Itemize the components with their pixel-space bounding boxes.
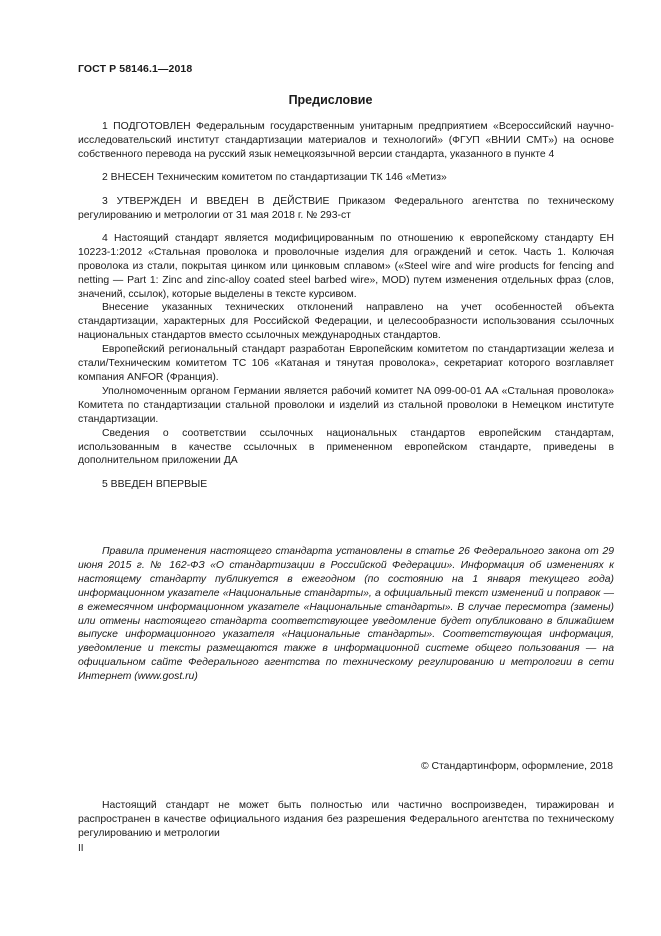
- document-code: ГОСТ Р 58146.1—2018: [78, 63, 193, 75]
- section-1-paragraph: 1 ПОДГОТОВЛЕН Федеральным государственным унитарным предприятием «Всероссийский научно-исследовательский институт стандартизации материалов и технологий» (ФГУП «ВНИИ СМТ») на основе собственного перевода на русский язык немецкоязычной версии стандарта, указанного в пункте 4: [78, 121, 614, 160]
- page-number: II: [78, 843, 84, 854]
- section-4-authority-paragraph: Уполномоченным органом Германии является рабочий комитет NA 099-00-01 AA «Стальная проволока» Комитета по стандартизации стальной проволоки и изделий из стальной проволоки в Немецком институте стандартизации.: [78, 385, 614, 425]
- section-3-paragraph: 3 УТВЕРЖДЕН И ВВЕДЕН В ДЕЙСТВИЕ Приказом Федерального агентства по техническому регулированию и метрологии от 31 мая 2018 г. № 293-ст: [78, 195, 614, 221]
- reproduction-notice: Настоящий стандарт не может быть полностью или частично воспроизведен, тиражирован и распространен в качестве официального издания без разрешения Федерального агентства по техническому регулированию и метрологии: [78, 800, 614, 839]
- foreword-body: [78, 120, 614, 492]
- copyright-line: © Стандартинформ, оформление, 2018: [420, 761, 613, 772]
- section-2-paragraph: 2 ВНЕСЕН Техническим комитетом по стандартизации ТК 146 «Метиз»: [102, 172, 447, 184]
- section-5-paragraph: 5 ВВЕДЕН ВПЕРВЫЕ: [102, 478, 208, 490]
- section-4-deviations-paragraph: Внесение указанных технических отклонений направлено на учет особенностей объекта стандартизации, характерных для Российской Федерации, и целесообразности использования ссылочных национальных стандартов вместо ссылочных международных стандартов.: [78, 302, 614, 342]
- page-title: Предисловие: [288, 93, 373, 107]
- section-4-developer-paragraph: Европейский региональный стандарт разработан Европейским комитетом по стандартизации железа и стали/Техническим комитетом ТС 106 «Катаная и тянутая проволока», секретариат которого возглавляет компания ANFOR (Франция).: [78, 344, 614, 383]
- section-4-references-paragraph: Сведения о соответствии ссылочных национальных стандартов европейским стандартам, использованным в качестве ссылочных в примененном европейском стандарте, приведены в дополнительном приложении ДА: [78, 427, 614, 467]
- section-4-paragraph: 4 Настоящий стандарт является модифицированным по отношению к европейскому стандарту ЕН 10223-1:2012 «Стальная проволока и проволочные изделия для ограждений и сеток. Часть 1. Колючая проволока из стали, покрытая цинком или цинковым сплавом» («Steel wire and wire products for fencing and netting — Part 1: Zinc and zinc-alloy coated steel barbed wire», MOD) путем изменения отдельных фраз (слов, значений, ссылок), которые выделены в тексте курсивом.: [78, 232, 614, 300]
- application-rules-notice: Правила применения настоящего стандарта установлены в статье 26 Федерального закона от 29 июня 2015 г. № 162-ФЗ «О стандартизации в Российской Федерации». Информация об изменениях к настоящему стандарту публикуется в ежегодном (по состоянию на 1 января текущего года) информационном указателе «Национальные стандарты», а официальный текст изменений и поправок — в ежемесячном информационном указателе «Национальные стандарты». В случае пересмотра (замены) или отмены настоящего стандарта соответствующее уведомление будет опубликовано в ближайшем выпуске информационного указателя «Национальные стандарты». Соответствующая информация, уведомление и тексты размещаются также в информационной системе общего пользования — на официальном сайте Федерального агентства по техническому регулированию и метрологии в сети Интернет (www.gost.ru): [78, 546, 614, 683]
